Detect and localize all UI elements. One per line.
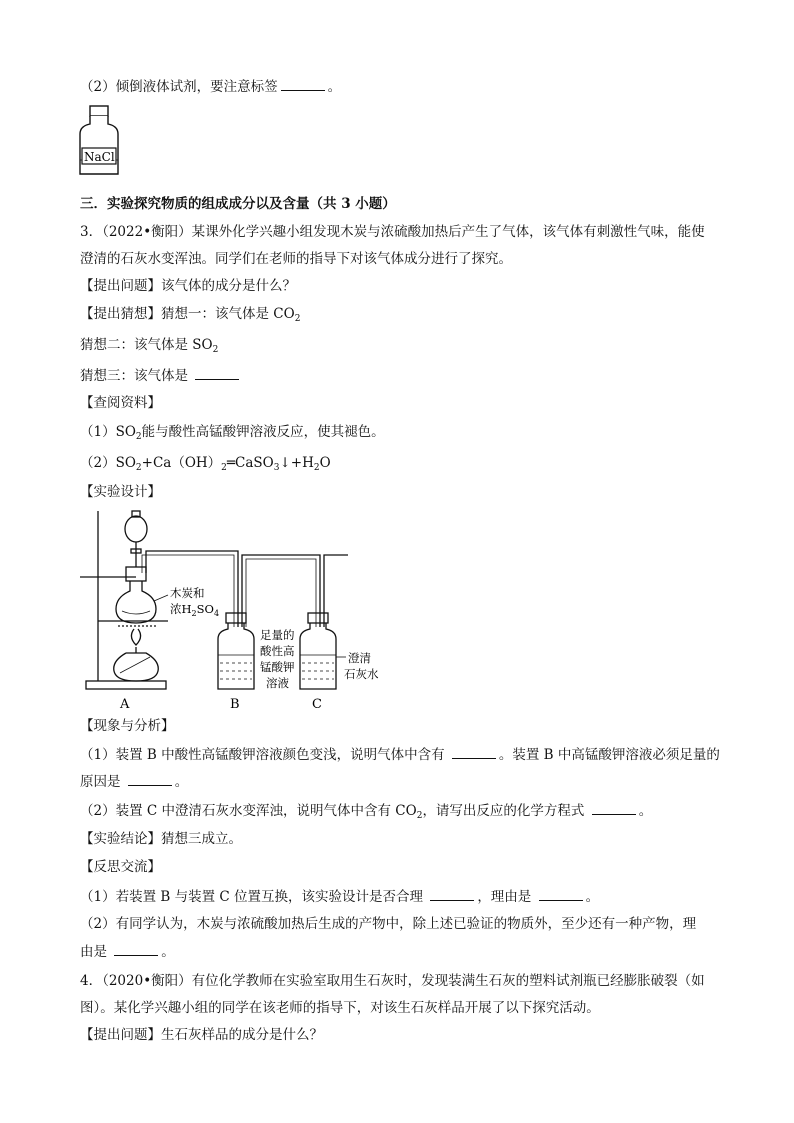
q3-analysis-head: 【现象与分析】 bbox=[80, 718, 175, 734]
label-kmno4-3: 锰酸钾 bbox=[260, 660, 295, 674]
q3-analysis-1: （1）装置 B 中酸性高锰酸钾溶液颜色变浅，说明气体中含有 。装置 B 中高锰酸钾溶液必须足量的 bbox=[80, 744, 720, 765]
section-heading: 三．实验探究物质的组成成分以及含量（共 3 小题） bbox=[80, 196, 396, 212]
flask bbox=[116, 581, 156, 623]
bottle-b bbox=[218, 623, 254, 689]
q3-ref-2: $(2)SO_2+Ca(OH)_2═CaSO_3↓+H_2O$ bbox=[80, 455, 331, 473]
label-c: C bbox=[312, 697, 322, 712]
q4-intro-2: 图）。某化学兴趣小组的同学在该老师的指导下，对该生石灰样品开展了以下探究活动。 bbox=[80, 1000, 600, 1016]
bottle-stopper bbox=[90, 106, 108, 116]
q4-problem: 【提出问题】生石灰样品的成分是什么？ bbox=[80, 1027, 323, 1043]
q3-reflect-1: （1）若装置 B 与装置 C 位置互换，该实验设计是否合理 ，理由是 。 bbox=[80, 886, 599, 907]
q3-conclusion: 【实验结论】猜想三成立。 bbox=[80, 831, 242, 847]
q3-intro-1: 3．（2022•衡阳）某课外化学兴趣小组发现木炭与浓硫酸加热后产生了气体，该气体有刺激性气味，能使 bbox=[80, 224, 705, 240]
q3-reflect-head: 【反思交流】 bbox=[80, 859, 161, 875]
label-charcoal-1: 木炭和 bbox=[170, 586, 205, 600]
answer-blank[interactable] bbox=[114, 941, 158, 956]
reagent-bottle-figure bbox=[76, 104, 122, 176]
answer-blank[interactable] bbox=[592, 800, 636, 815]
bottle-c-stopper bbox=[308, 613, 328, 623]
stand-base bbox=[86, 681, 166, 689]
q3-reflect-2: （2）有同学认为，木炭与浓硫酸加热后生成的产物中，除上述已验证的物质外，至少还有一种产物，理 bbox=[80, 916, 697, 932]
bottle-label-text: NaCl bbox=[84, 150, 115, 164]
q3-refs-head: 【查阅资料】 bbox=[80, 395, 161, 411]
q4-intro-1: 4．（2020•衡阳）有位化学教师在实验室取用生石灰时，发现装满生石灰的塑料试剂瓶已经膨胀破裂（如 bbox=[80, 973, 705, 989]
label-lime-1: 澄清 bbox=[348, 651, 371, 665]
answer-blank[interactable] bbox=[281, 76, 325, 91]
funnel-bulb bbox=[125, 516, 147, 542]
q3-ref-1: $(1)SO_2$能与酸性高锰酸钾溶液反应，使其褪色。 bbox=[80, 424, 385, 442]
flask-stopper bbox=[126, 567, 146, 581]
answer-blank[interactable] bbox=[128, 771, 172, 786]
answer-blank[interactable] bbox=[539, 886, 583, 901]
label-b: B bbox=[230, 697, 240, 712]
answer-blank[interactable] bbox=[195, 365, 239, 380]
bottle-body bbox=[80, 116, 118, 174]
q2-item: （2）倾倒液体试剂，要注意标签 。 bbox=[80, 76, 341, 97]
q3-reflect-2-cont: 由是 。 bbox=[80, 941, 175, 962]
bottle-b-stopper bbox=[226, 613, 246, 623]
answer-blank[interactable] bbox=[430, 886, 474, 901]
label-a: A bbox=[120, 697, 130, 712]
label-kmno4-1: 足量的 bbox=[260, 628, 295, 642]
label-lime-2: 石灰水 bbox=[344, 667, 379, 681]
label-charcoal-2: 浓$H_2SO_4$ bbox=[170, 602, 220, 618]
q3-problem: 【提出问题】该气体的成分是什么？ bbox=[80, 278, 296, 294]
flame bbox=[131, 629, 140, 645]
q3-guess-3: 猜想三：该气体是 bbox=[80, 365, 242, 386]
q3-analysis-2: （2）装置 C 中澄清石灰水变浑浊，说明气体中含有 $CO_2$，请写出反应的化学方程式 。 bbox=[80, 800, 652, 826]
q3-analysis-1-cont: 原因是 。 bbox=[80, 771, 188, 792]
apparatus-diagram bbox=[76, 505, 396, 715]
label-kmno4-2: 酸性高 bbox=[260, 644, 295, 658]
q3-design-head: 【实验设计】 bbox=[80, 484, 161, 500]
label-kmno4-4: 溶液 bbox=[266, 676, 289, 690]
q3-intro-2: 澄清的石灰水变浑浊。同学们在老师的指导下对该气体成分进行了探究。 bbox=[80, 251, 512, 267]
bottle-c bbox=[300, 623, 336, 689]
q3-guess-1: 【提出猜想】猜想一：该气体是 $CO_2$ bbox=[80, 306, 301, 324]
answer-blank[interactable] bbox=[452, 744, 496, 759]
alcohol-lamp bbox=[114, 647, 159, 681]
q3-guess-2: 猜想二：该气体是 $SO_2$ bbox=[80, 337, 219, 355]
